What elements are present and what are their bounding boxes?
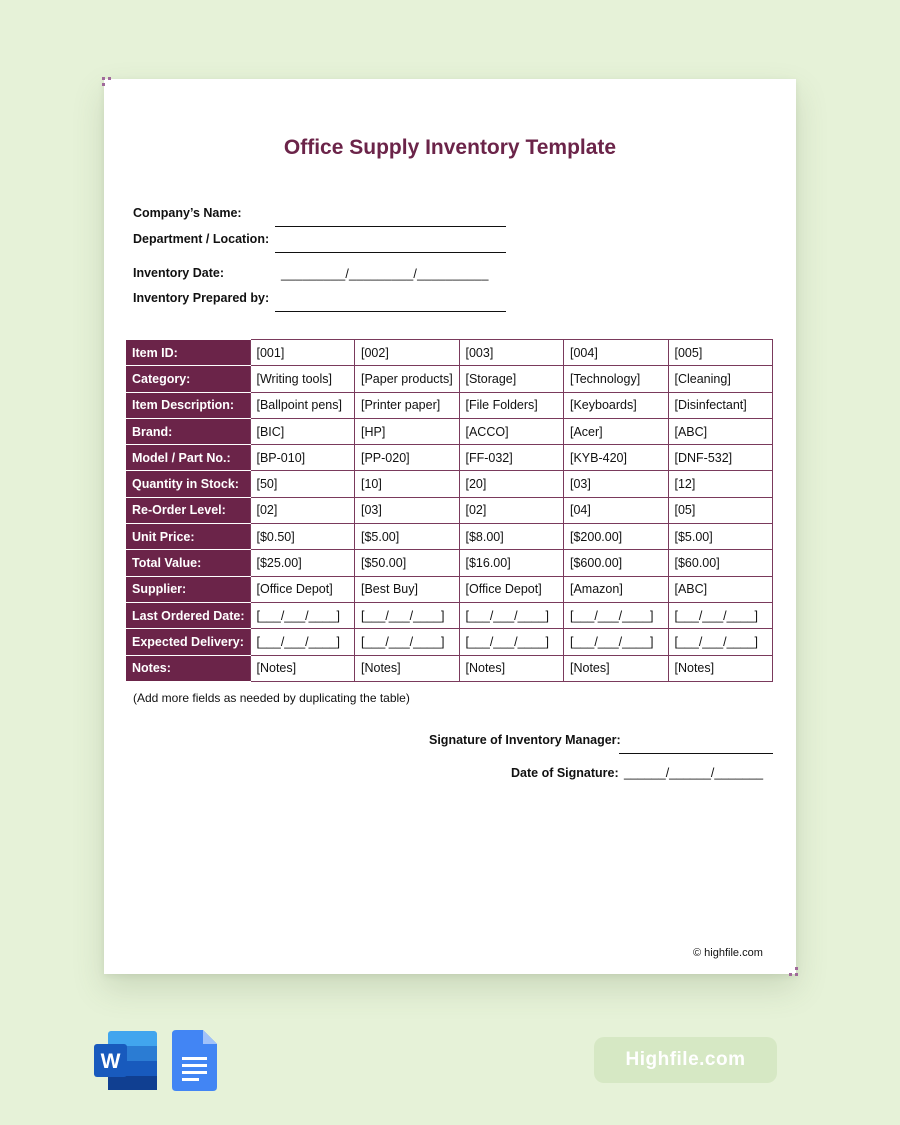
table-cell[interactable]: [Technology] — [564, 366, 669, 392]
table-cell[interactable]: [$60.00] — [668, 550, 773, 576]
table-cell[interactable]: [ABC] — [668, 576, 773, 602]
row-label: Brand: — [126, 418, 250, 444]
table-cell[interactable]: [$50.00] — [355, 550, 460, 576]
table-row — [126, 418, 773, 444]
row-label: Expected Delivery: — [126, 629, 250, 655]
table-cell[interactable]: [Office Depot] — [459, 576, 564, 602]
inventory-date-field[interactable]: _________/_________/__________ — [281, 267, 489, 281]
table-cell[interactable]: [___/___/____] — [459, 629, 564, 655]
corner-dots-icon — [102, 77, 112, 87]
table-row — [126, 366, 773, 392]
prepared-by-field[interactable] — [275, 311, 506, 312]
table-cell[interactable]: [50] — [250, 471, 355, 497]
table-cell[interactable]: [$600.00] — [564, 550, 669, 576]
signature-manager-field[interactable] — [619, 753, 773, 754]
prepared-by-label: Inventory Prepared by: — [133, 291, 270, 305]
table-cell[interactable]: [Storage] — [459, 366, 564, 392]
table-row — [126, 392, 773, 418]
table-cell[interactable]: [Best Buy] — [355, 576, 460, 602]
table-cell[interactable]: [Notes] — [459, 655, 564, 681]
table-cell[interactable]: [Amazon] — [564, 576, 669, 602]
row-label: Item Description: — [126, 392, 250, 418]
table-cell[interactable]: [___/___/____] — [564, 629, 669, 655]
table-cell[interactable]: [001] — [250, 340, 355, 366]
table-cell[interactable]: [20] — [459, 471, 564, 497]
row-label: Unit Price: — [126, 524, 250, 550]
table-row — [126, 497, 773, 523]
table-cell[interactable]: [02] — [250, 497, 355, 523]
table-cell[interactable]: [005] — [668, 340, 773, 366]
table-cell[interactable]: [03] — [564, 471, 669, 497]
table-row — [126, 445, 773, 471]
table-cell[interactable]: [___/___/____] — [459, 602, 564, 628]
table-cell[interactable]: [BP-010] — [250, 445, 355, 471]
row-label: Re-Order Level: — [126, 497, 250, 523]
inventory-date-label: Inventory Date: — [133, 266, 224, 280]
table-row — [126, 602, 773, 628]
table-cell[interactable]: [03] — [355, 497, 460, 523]
table-cell[interactable]: [05] — [668, 497, 773, 523]
table-cell[interactable]: [002] — [355, 340, 460, 366]
table-cell[interactable]: [Writing tools] — [250, 366, 355, 392]
table-cell[interactable]: [12] — [668, 471, 773, 497]
table-cell[interactable]: [Keyboards] — [564, 392, 669, 418]
microsoft-word-icon[interactable] — [94, 1031, 157, 1090]
table-cell[interactable]: [$16.00] — [459, 550, 564, 576]
table-cell[interactable]: [Ballpoint pens] — [250, 392, 355, 418]
table-cell[interactable]: [$25.00] — [250, 550, 355, 576]
signature-date-field[interactable]: ______/______/_______ — [624, 766, 764, 780]
table-cell[interactable]: [Printer paper] — [355, 392, 460, 418]
highfile-brand-badge[interactable]: Highfile.com — [594, 1037, 777, 1083]
table-cell[interactable]: [ABC] — [668, 418, 773, 444]
table-cell[interactable]: [$5.00] — [355, 524, 460, 550]
company-name-label: Company’s Name: — [133, 206, 242, 220]
table-cell[interactable]: [04] — [564, 497, 669, 523]
table-cell[interactable]: [___/___/____] — [250, 602, 355, 628]
table-cell[interactable]: [PP-020] — [355, 445, 460, 471]
table-cell[interactable]: [003] — [459, 340, 564, 366]
table-cell[interactable]: [Cleaning] — [668, 366, 773, 392]
row-label: Category: — [126, 366, 250, 392]
table-cell[interactable]: [___/___/____] — [355, 629, 460, 655]
table-cell[interactable]: [Office Depot] — [250, 576, 355, 602]
corner-dots-icon — [788, 966, 798, 976]
table-cell[interactable]: [Notes] — [250, 655, 355, 681]
department-location-label: Department / Location: — [133, 232, 270, 246]
table-cell[interactable]: [KYB-420] — [564, 445, 669, 471]
table-cell[interactable]: [02] — [459, 497, 564, 523]
row-label: Model / Part No.: — [126, 445, 250, 471]
table-row — [126, 576, 773, 602]
table-cell[interactable]: [Disinfectant] — [668, 392, 773, 418]
table-cell[interactable]: [$200.00] — [564, 524, 669, 550]
company-name-field[interactable] — [275, 226, 506, 227]
table-cell[interactable]: [Notes] — [668, 655, 773, 681]
document-title: Office Supply Inventory Template — [283, 136, 617, 159]
table-row — [126, 655, 773, 681]
table-cell[interactable]: [HP] — [355, 418, 460, 444]
department-location-field[interactable] — [275, 252, 506, 253]
signature-manager-label: Signature of Inventory Manager: — [429, 733, 621, 747]
table-cell[interactable]: [FF-032] — [459, 445, 564, 471]
table-cell[interactable]: [004] — [564, 340, 669, 366]
row-label: Last Ordered Date: — [126, 602, 250, 628]
table-cell[interactable]: [Acer] — [564, 418, 669, 444]
table-cell[interactable]: [File Folders] — [459, 392, 564, 418]
table-cell[interactable]: [10] — [355, 471, 460, 497]
table-cell[interactable]: [___/___/____] — [250, 629, 355, 655]
table-row — [126, 340, 773, 366]
table-cell[interactable]: [___/___/____] — [564, 602, 669, 628]
row-label: Quantity in Stock: — [126, 471, 250, 497]
table-cell[interactable]: [___/___/____] — [668, 602, 773, 628]
copyright-text: © highfile.com — [693, 947, 763, 959]
table-cell[interactable]: [___/___/____] — [668, 629, 773, 655]
table-cell[interactable]: [Paper products] — [355, 366, 460, 392]
table-row — [126, 471, 773, 497]
table-cell[interactable]: [Notes] — [355, 655, 460, 681]
table-row — [126, 524, 773, 550]
table-cell[interactable]: [___/___/____] — [355, 602, 460, 628]
row-label: Item ID: — [126, 340, 250, 366]
document-page — [104, 79, 796, 974]
table-cell[interactable]: [$0.50] — [250, 524, 355, 550]
table-note: (Add more fields as needed by duplicating the table) — [133, 691, 410, 705]
google-docs-icon[interactable] — [172, 1030, 217, 1091]
row-label: Supplier: — [126, 576, 250, 602]
table-cell[interactable]: [Notes] — [564, 655, 669, 681]
table-row — [126, 550, 773, 576]
table-cell[interactable]: [$5.00] — [668, 524, 773, 550]
table-cell[interactable]: [BIC] — [250, 418, 355, 444]
table-cell[interactable]: [ACCO] — [459, 418, 564, 444]
table-cell[interactable]: [$8.00] — [459, 524, 564, 550]
table-row — [126, 629, 773, 655]
inventory-table — [126, 339, 773, 682]
table-cell[interactable]: [DNF-532] — [668, 445, 773, 471]
word-letter: W — [100, 1050, 121, 1073]
row-label: Total Value: — [126, 550, 250, 576]
row-label: Notes: — [126, 655, 250, 681]
signature-date-label: Date of Signature: — [511, 766, 619, 780]
